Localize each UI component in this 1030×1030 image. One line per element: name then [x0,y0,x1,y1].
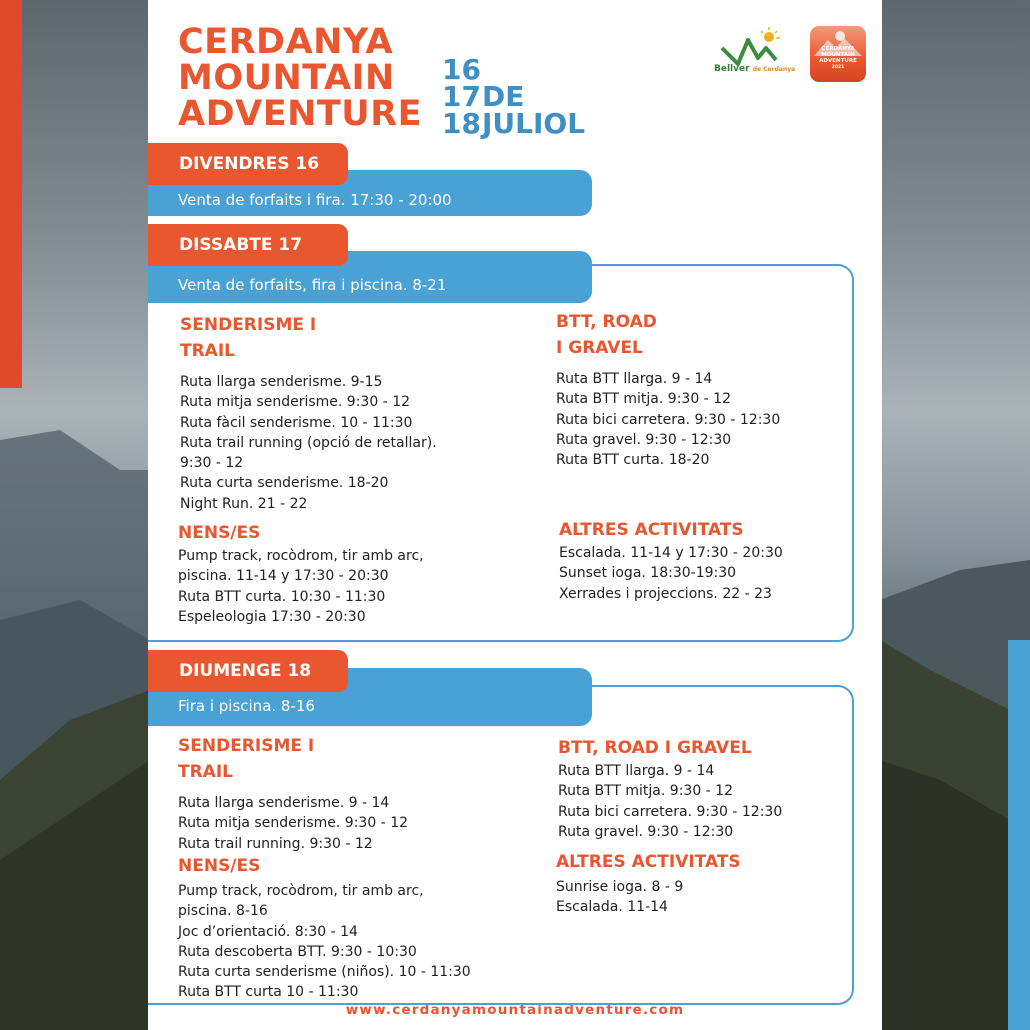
list-item: 9:30 - 12 [180,455,244,472]
sunday-kids-section [178,853,471,1003]
section-title: BTT, ROAD I GRAVEL [558,738,752,758]
list-item: Xerrades i projeccions. 22 - 23 [559,585,772,602]
list-item: Ruta curta senderisme (niños). 10 - 11:30 [178,964,471,981]
saturday-header: DISSABTE 17 [148,224,348,266]
list-item: Pump track, rocòdrom, tir amb arc, [178,883,424,899]
list-item: Espeleologia 17:30 - 20:30 [178,608,366,625]
list-item: Ruta BTT mitja. 9:30 - 12 [558,783,733,800]
section-title: ALTRES ACTIVITATS [556,852,741,872]
activity-list [556,369,780,470]
cma-logo-line: 2021 [831,65,845,70]
list-item: Ruta curta senderisme. 18-20 [180,475,389,492]
section-title: ALTRES ACTIVITATS [559,520,744,540]
cma-logo-line: CERDANYA [821,46,855,52]
website-link[interactable]: www.cerdanyamountainadventure.com [345,1002,685,1018]
date-word: JULIOL [482,107,586,140]
list-item: Ruta trail running (opció de retallar). [180,434,437,451]
activity-list [556,877,741,918]
section-title: BTT, ROAD I GRAVEL [556,312,657,358]
list-item: Ruta BTT mitja. 9:30 - 12 [556,391,731,408]
section-title: NENS/ES [178,856,261,876]
activity-list [178,546,424,627]
poster [148,0,882,1030]
activity-list [558,761,782,842]
bellver-mountain-icon [714,26,790,66]
sunday-hiking-section [178,733,408,854]
section-title: SENDERISME I TRAIL [180,315,317,361]
saturday-kids-section [178,520,424,627]
list-item: Night Run. 21 - 22 [180,495,308,512]
list-item: Ruta trail running. 9:30 - 12 [178,835,373,852]
date-number: 16 [442,53,481,86]
event-title [178,24,422,132]
list-item: piscina. 8-16 [178,903,268,920]
event-dates [442,53,586,140]
saturday-hiking-section [180,312,437,514]
list-item: Joc d’orientació. 8:30 - 14 [178,923,358,940]
list-item: Ruta bici carretera. 9:30 - 12:30 [558,803,783,820]
friday-header: DIVENDRES 16 [148,143,348,185]
list-item: Ruta BTT curta. 18-20 [556,452,710,469]
list-item: Ruta llarga senderisme. 9 - 14 [178,795,390,811]
list-item: Escalada. 11-14 y 17:30 - 20:30 [559,545,783,561]
section-title: NENS/ES [178,523,261,543]
sunday-summary: Fira i piscina. 8-16 [178,697,315,715]
saturday-other-section [559,517,783,604]
list-item: Ruta BTT curta 10 - 11:30 [178,984,359,1001]
list-item: Escalada. 11-14 [556,899,668,916]
sunday-bike-section [558,735,782,842]
friday-summary: Venta de forfaits i fira. 17:30 - 20:00 [178,191,452,209]
list-item: Sunrise ioga. 8 - 9 [556,879,684,895]
list-item: Ruta BTT llarga. 9 - 14 [556,371,713,387]
list-item: Ruta BTT curta. 10:30 - 11:30 [178,588,386,605]
list-item: Pump track, rocòdrom, tir amb arc, [178,548,424,564]
list-item: Ruta BTT llarga. 9 - 14 [558,763,715,779]
activity-list [559,543,783,604]
sunday-header: DIUMENGE 18 [148,650,348,692]
cma-logo-line: MOUNTAIN [821,52,855,58]
list-item: piscina. 11-14 y 17:30 - 20:30 [178,568,389,585]
cma-badge-logo [810,26,866,82]
date-word: DE [482,80,525,113]
list-item: Ruta gravel. 9:30 - 12:30 [558,823,734,840]
list-item: Sunset ioga. 18:30-19:30 [559,565,737,582]
activity-list [178,793,408,854]
list-item: Ruta fàcil senderisme. 10 - 11:30 [180,414,413,431]
list-item: Ruta bici carretera. 9:30 - 12:30 [556,411,781,428]
list-item: Ruta mitja senderisme. 9:30 - 12 [178,815,409,832]
title-line: CERDANYA [178,22,394,62]
date-number: 17 [442,80,481,113]
right-accent-stripe [1008,640,1030,1030]
saturday-summary: Venta de forfaits, fira i piscina. 8-21 [178,276,447,294]
saturday-bike-section [556,309,780,470]
bellver-logo [714,26,796,84]
cma-logo-line: ADVENTURE [819,58,857,64]
list-item: Ruta mitja senderisme. 9:30 - 12 [180,394,411,411]
title-line: ADVENTURE [178,94,423,134]
date-number: 18 [442,107,481,140]
activity-list [178,881,471,1003]
list-item: Ruta llarga senderisme. 9-15 [180,374,383,390]
list-item: Ruta descoberta BTT. 9:30 - 10:30 [178,943,417,960]
bellver-brand: Bellver de Cerdanya [714,64,796,74]
activity-list [180,372,437,514]
sunday-other-section [556,849,741,918]
list-item: Ruta gravel. 9:30 - 12:30 [556,431,732,448]
section-title: SENDERISME I TRAIL [178,736,315,782]
title-line: MOUNTAIN [178,58,395,98]
left-accent-stripe [0,0,22,388]
